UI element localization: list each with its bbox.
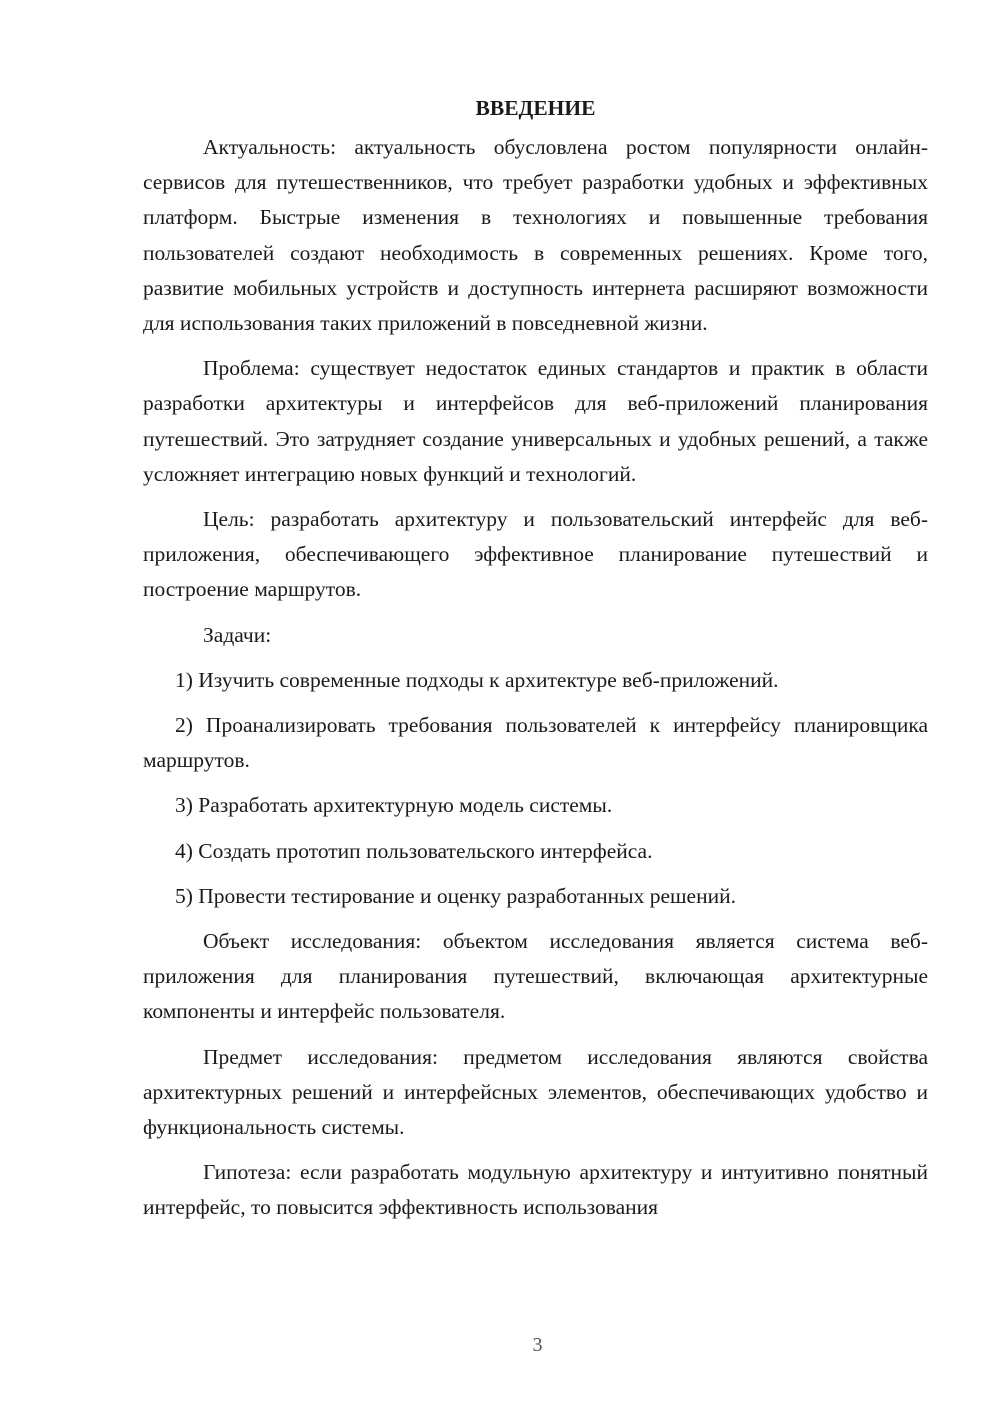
paragraph-relevance: Актуальность: актуальность обусловлена ростом популярности онлайн-сервисов для путешественников, что требует разработки удобных и эффективных платформ. Быстрые изменения в технологиях и повышенные требования пользователей создают необходимость в современных решениях. Кроме того, развитие мобильных устройств и доступность интернета расширяют возможности для использования таких приложений в повседневной жизни. [143, 135, 928, 336]
task-item-5: 5) Провести тестирование и оценку разработанных решений. [175, 883, 736, 908]
task-item-2: 2) Проанализировать требования пользователей к интерфейсу планировщика маршрутов. [143, 713, 928, 773]
task-list [143, 663, 928, 914]
task-item-4: 4) Создать прототип пользовательского интерфейса. [175, 838, 653, 863]
paragraph-problem: Проблема: существует недостаток единых стандартов и практик в области разработки архитектуры и интерфейсов для веб-приложений планирования путешествий. Это затрудняет создание универсальных и удобных решений, а также усложняет интеграцию новых функций и технологий. [143, 356, 928, 486]
paragraph-goal: Цель: разработать архитектуру и пользовательский интерфейс для веб-приложения, обеспечивающего эффективное планирование путешествий и построение маршрутов. [143, 507, 928, 602]
page-content [143, 90, 928, 1236]
paragraph-subject: Предмет исследования: предметом исследования являются свойства архитектурных решений и интерфейсных элементов, обеспечивающих удобство и функциональность системы. [143, 1044, 928, 1140]
tasks-heading: Задачи: [203, 622, 272, 647]
paragraph-hypothesis: Гипотеза: если разработать модульную архитектуру и интуитивно понятный интерфейс, то повысится эффективность использования [143, 1160, 928, 1220]
task-item-3: 3) Разработать архитектурную модель системы. [175, 793, 613, 818]
paragraph-object: Объект исследования: объектом исследования является система веб-приложения для планирования путешествий, включающая архитектурные компоненты и интерфейс пользователя. [143, 929, 928, 1024]
page-number: 3 [532, 1334, 543, 1356]
task-item-1: 1) Изучить современные подходы к архитектуре веб-приложений. [175, 667, 779, 692]
section-title: ВВЕДЕНИЕ [475, 96, 596, 120]
